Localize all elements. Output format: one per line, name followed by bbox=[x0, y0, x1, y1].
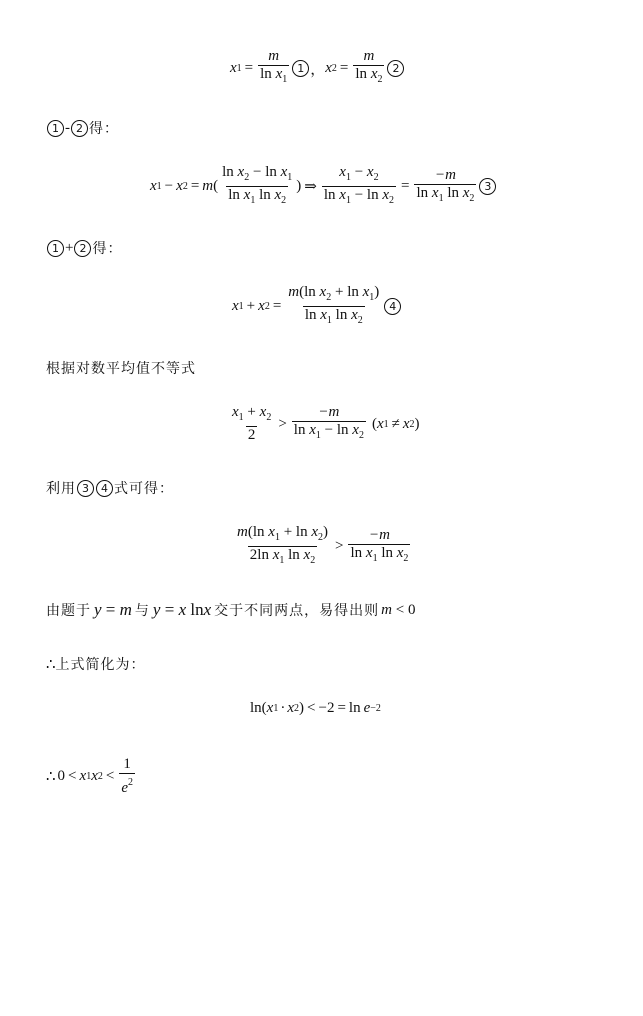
fraction: $\frac{m(\ln x_2 + \ln x_1)}{\ln x_1 \ln x_2}$ bbox=[286, 284, 381, 329]
var-x1: x bbox=[230, 59, 237, 76]
circled-number-3: 3 bbox=[479, 178, 496, 195]
text-line-1: 1 - 2 得： bbox=[46, 118, 119, 138]
fraction: $\frac{-m}{\ln x_1 \ln x_2}$ bbox=[348, 527, 410, 567]
fraction: $\frac{x_1 + x_2}{2}$ bbox=[232, 404, 272, 443]
conclusion-line: ∴ 0 < x 1 x 2 < $\frac{1}{e^2}$ bbox=[46, 756, 133, 796]
text-line-3: 根据对数平均值不等式 bbox=[46, 361, 196, 377]
fraction: $\frac{-m}{\ln x_1 - \ln x_2}$ bbox=[292, 404, 366, 444]
fraction: $\frac{m}{\ln x_2}$ bbox=[353, 48, 384, 88]
circled-number-2: 2 bbox=[387, 60, 404, 77]
equation-5: $\frac{x_1 + x_2}{2}$ > $\frac{-m}{\ln x_1 - \ln x_2}$ ( x 1 ≠ x 2 ) bbox=[232, 404, 420, 443]
fraction: $\frac{\ln x_2 - \ln x_1}{\ln x_1 \ln x_2}$ bbox=[220, 164, 294, 209]
text-line-4: 利用 3 4 式可得： bbox=[46, 481, 174, 497]
fraction: $\frac{-m}{\ln x_1 \ln x_2}$ bbox=[414, 167, 476, 207]
equation-7: ln ( x 1 · x 2 ) < −2 = ln e −2 bbox=[250, 700, 381, 716]
text-line-6: ∴ 上式简化为： bbox=[46, 656, 146, 673]
text-line-5: 由题于 y = m 与 y = x lnx 交于不同两点，易得出则 m < 0 bbox=[46, 600, 416, 619]
circled-number-4: 4 bbox=[384, 298, 401, 315]
equation-4: x 1 + x 2 = $\frac{m(\ln x_2 + \ln x_1)}{\ln x_1 \ln x_2}$ 4 bbox=[232, 284, 402, 329]
equation-3: x 1 − x 2 = m ( $\frac{\ln x_2 - \ln x_1}{\ln x_1 \ln x_2}$ ) ⇒ $\frac{x_1 - x_2}{\ln x_1 - \ln x_2}$ = $\frac{-m}{\ln x_1 \ln x_2}$ 3 bbox=[150, 164, 497, 209]
fraction: $\frac{m}{\ln x_1}$ bbox=[258, 48, 289, 88]
equation-6: $\frac{m(\ln x_1 + \ln x_2)}{2\ln x_1 \ln x_2}$ > $\frac{-m}{\ln x_1 \ln x_2}$ bbox=[233, 524, 412, 569]
circled-number-1: 1 bbox=[292, 60, 309, 77]
text-line-2: 1 + 2 得： bbox=[46, 238, 122, 258]
fraction: $\frac{m(\ln x_1 + \ln x_2)}{2\ln x_1 \ln x_2}$ bbox=[235, 524, 330, 569]
fraction: $\frac{1}{e^2}$ bbox=[121, 756, 133, 796]
fraction: $\frac{x_1 - x_2}{\ln x_1 - \ln x_2}$ bbox=[322, 164, 396, 209]
equation-1: x 1 = $\frac{m}{\ln x_1}$ 1 ， x 2 = $\frac{m}{\ln x_2}$ 2 bbox=[230, 48, 405, 88]
